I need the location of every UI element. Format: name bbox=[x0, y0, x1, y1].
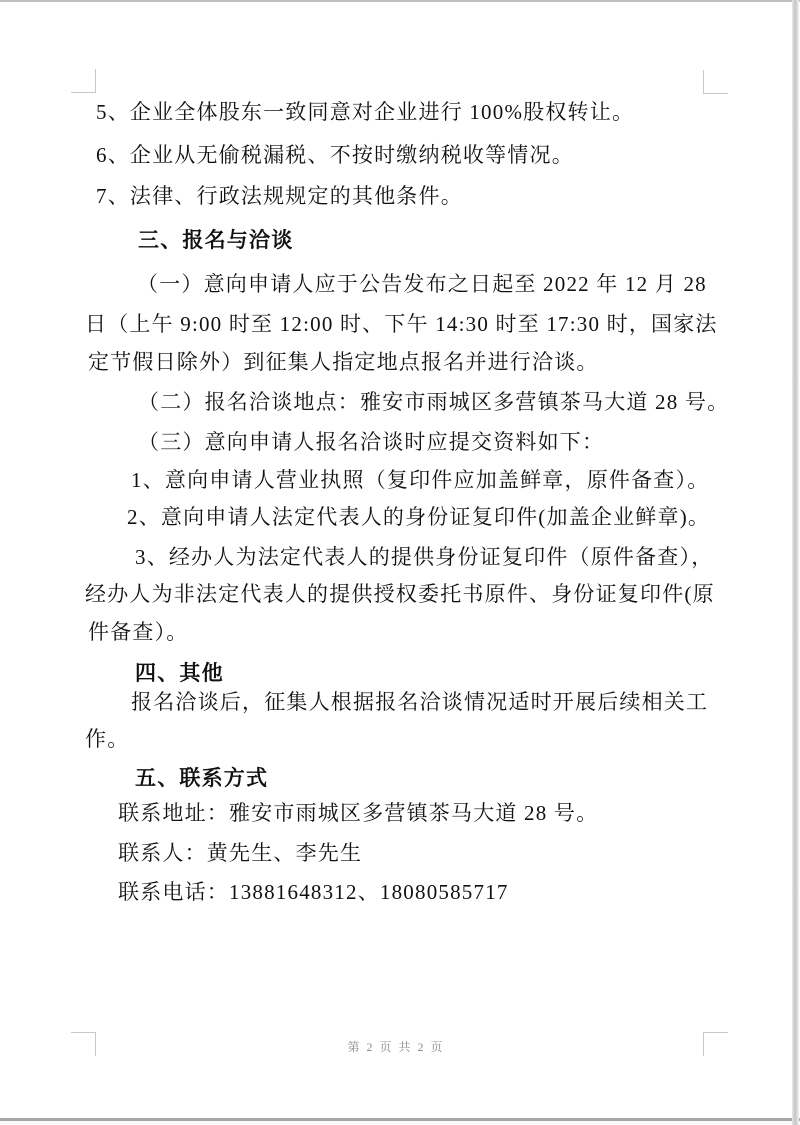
list-item-materials-2: 2、意向申请人法定代表人的身份证复印件(加盖企业鲜章)。 bbox=[127, 505, 711, 529]
contact-person: 联系人：黄先生、李先生 bbox=[118, 841, 363, 865]
list-item-materials-3-line-1: 3、经办人为法定代表人的提供身份证复印件（原件备查）， bbox=[135, 545, 714, 569]
list-item-5: 5、企业全体股东一致同意对企业进行 100%股权转让。 bbox=[96, 100, 635, 124]
heading-section-5: 五、联系方式 bbox=[135, 766, 269, 790]
margin-corner-mark-top-left-h bbox=[71, 92, 96, 93]
margin-corner-mark-top-left-v bbox=[95, 69, 96, 93]
heading-section-3: 三、报名与洽谈 bbox=[138, 228, 294, 252]
contact-address: 联系地址：雅安市雨城区多营镇茶马大道 28 号。 bbox=[118, 801, 599, 825]
list-item-materials-1: 1、意向申请人营业执照（复印件应加盖鲜章，原件备查）。 bbox=[131, 468, 710, 492]
paragraph-3-1-line-2: 日（上午 9:00 时至 12:00 时、下午 14:30 时至 17:30 时，国家法 bbox=[85, 312, 718, 336]
paragraph-3-1-line-3: 定节假日除外）到征集人指定地点报名并进行洽谈。 bbox=[88, 350, 599, 374]
vertical-scrollbar[interactable] bbox=[792, 0, 799, 1125]
margin-corner-mark-bottom-right-h bbox=[703, 1032, 728, 1033]
margin-corner-mark-top-right-h bbox=[703, 93, 728, 94]
paragraph-3-2: （二）报名洽谈地点：雅安市雨城区多营镇茶马大道 28 号。 bbox=[138, 390, 730, 414]
page-bottom-gap bbox=[0, 1121, 800, 1125]
contact-phone: 联系电话：13881648312、18080585717 bbox=[118, 880, 509, 904]
list-item-7: 7、法律、行政法规规定的其他条件。 bbox=[96, 184, 463, 208]
list-item-6: 6、企业从无偷税漏税、不按时缴纳税收等情况。 bbox=[96, 143, 574, 167]
window-top-edge bbox=[0, 0, 800, 2]
list-item-materials-3-line-2: 经办人为非法定代表人的提供授权委托书原件、身份证复印件(原 bbox=[85, 582, 715, 606]
paragraph-4-line-2: 作。 bbox=[85, 727, 130, 751]
margin-corner-mark-top-right-v bbox=[703, 70, 704, 94]
heading-section-4: 四、其他 bbox=[135, 661, 224, 685]
page-number-indicator: 第 2 页 共 2 页 bbox=[347, 1040, 445, 1054]
paragraph-3-3: （三）意向申请人报名洽谈时应提交资料如下： bbox=[138, 430, 605, 454]
margin-corner-mark-bottom-left-h bbox=[71, 1032, 96, 1033]
paragraph-3-1-line-1: （一）意向申请人应于公告发布之日起至 2022 年 12 月 28 bbox=[137, 272, 707, 296]
list-item-materials-3-line-3: 件备查）。 bbox=[88, 620, 189, 644]
paragraph-4-line-1: 报名洽谈后，征集人根据报名洽谈情况适时开展后续相关工 bbox=[131, 690, 709, 714]
